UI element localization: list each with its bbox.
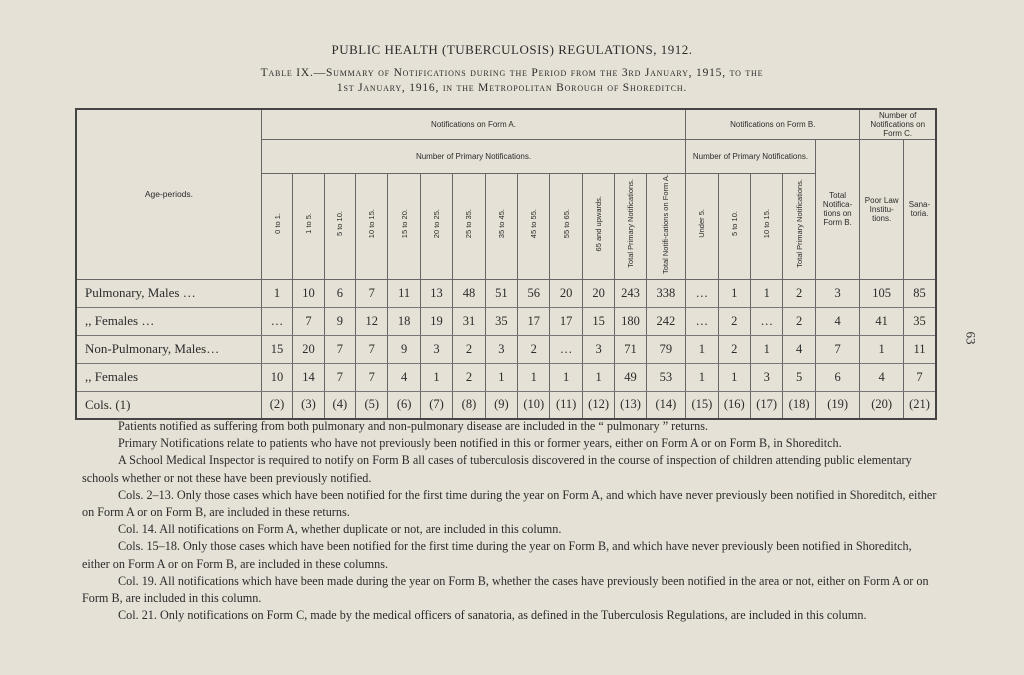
- form-b-col-header-label: 5 to 10.: [729, 211, 739, 237]
- table-cell: 7: [324, 335, 355, 363]
- form-a-col-header-label: 0 to 1.: [272, 213, 282, 234]
- table-cell: 1: [750, 335, 782, 363]
- table-cell: 15: [582, 307, 614, 335]
- form-a-col-header: [293, 173, 324, 279]
- form-a-col-header: [550, 173, 582, 279]
- total-form-b-header: Total Notifica-tions on Form B.: [815, 139, 860, 279]
- row-label: ,, Females …: [76, 307, 261, 335]
- table-cell: 3: [582, 335, 614, 363]
- form-b-col-header: [783, 173, 815, 279]
- table-cell: (13): [615, 391, 646, 419]
- table-cell: 13: [420, 279, 452, 307]
- table-row: [76, 335, 936, 363]
- table-cell: 243: [615, 279, 646, 307]
- table-cell: (19): [815, 391, 860, 419]
- table-cell: 1: [485, 363, 517, 391]
- notes-section: [82, 418, 938, 624]
- note-paragraph: Cols. 2–13. Only those cases which have been notified for the first time during the year on Form A, and which have never previously been notified in Shoreditch, either on Form A or on Form B, are included in these returns.: [82, 487, 937, 520]
- table-cell: 180: [615, 307, 646, 335]
- table-cell: 1: [582, 363, 614, 391]
- form-b-col-header: [750, 173, 782, 279]
- primary-b-header: Number of Primary Notifications.: [686, 139, 816, 173]
- table-cell: 85: [903, 279, 936, 307]
- table-cell: (14): [646, 391, 686, 419]
- table-cell: 7: [356, 279, 388, 307]
- table-cell: (5): [356, 391, 388, 419]
- table-cell: 3: [485, 335, 517, 363]
- form-a-col-header: [356, 173, 388, 279]
- table-cell: 11: [388, 279, 420, 307]
- form-a-col-header-label: 55 to 65.: [561, 208, 571, 239]
- form-a-col-header: [420, 173, 452, 279]
- form-a-col-header-label: Total Notifi-cations on Form A.: [661, 173, 671, 274]
- table-cell: 3: [815, 279, 860, 307]
- table-cell: 17: [518, 307, 550, 335]
- table-cell: 7: [293, 307, 324, 335]
- table-cell: 11: [903, 335, 936, 363]
- table-cell: 9: [324, 307, 355, 335]
- table-cell: 1: [420, 363, 452, 391]
- table-cell: 6: [324, 279, 355, 307]
- form-a-col-header: [518, 173, 550, 279]
- table-cell: 9: [388, 335, 420, 363]
- form-c-header: Number of Notifications on Form C.: [860, 109, 936, 139]
- table-cell: …: [686, 307, 718, 335]
- form-a-col-header-label: 20 to 25.: [432, 208, 442, 239]
- table-cell: 1: [518, 363, 550, 391]
- table-cell: (8): [453, 391, 485, 419]
- table-cell: 14: [293, 363, 324, 391]
- row-label: Cols. (1): [76, 391, 261, 419]
- table-cell: 3: [420, 335, 452, 363]
- table-cell: 1: [261, 279, 292, 307]
- table-cell: 4: [783, 335, 815, 363]
- table-cell: 3: [750, 363, 782, 391]
- form-a-col-header-label: 25 to 35.: [464, 208, 474, 239]
- table-row: [76, 363, 936, 391]
- poor-law-header: Poor Law Institu-tions.: [860, 139, 904, 279]
- note-paragraph: Cols. 15–18. Only those cases which have been notified for the first time during the year on Form B, and which have never previously been notified in Shoreditch, either on Form A or on Form B, are included in these columns.: [82, 539, 912, 571]
- table-cell: 2: [718, 335, 750, 363]
- form-a-col-header-label: 1 to 5.: [303, 213, 313, 234]
- table-cell: 49: [615, 363, 646, 391]
- table-cell: (15): [686, 391, 718, 419]
- form-a-col-header-label: 10 to 15.: [367, 208, 377, 239]
- table-cell: 5: [783, 363, 815, 391]
- form-a-col-header-label: 15 to 20.: [399, 208, 409, 239]
- form-a-col-header: [388, 173, 420, 279]
- table-cell: (2): [261, 391, 292, 419]
- table-cell: (10): [518, 391, 550, 419]
- table-cell: 1: [718, 363, 750, 391]
- table-cell: (3): [293, 391, 324, 419]
- table-cell: (18): [783, 391, 815, 419]
- note-paragraph: Col. 21. Only notifications on Form C, made by the medical officers of sanatoria, as defined in the Tuberculosis Regulations, are included in this column.: [118, 608, 867, 623]
- notifications-table: [75, 108, 937, 420]
- primary-a-header: Number of Primary Notifications.: [261, 139, 685, 173]
- table-cell: …: [261, 307, 292, 335]
- note-paragraph: Col. 14. All notifications on Form A, whether duplicate or not, are included in this column.: [118, 522, 562, 537]
- form-a-col-header-label: 35 to 45.: [496, 208, 506, 239]
- table-cell: 4: [860, 363, 904, 391]
- table-cell: 35: [903, 307, 936, 335]
- row-label: Pulmonary, Males …: [76, 279, 261, 307]
- table-cell: 20: [550, 279, 582, 307]
- table-cell: 17: [550, 307, 582, 335]
- table-cell: 35: [485, 307, 517, 335]
- table-cell: …: [750, 307, 782, 335]
- table-cell: 1: [686, 335, 718, 363]
- table-cell: …: [686, 279, 718, 307]
- table-cell: 18: [388, 307, 420, 335]
- row-label: ,, Females: [76, 363, 261, 391]
- form-b-col-header-label: Under 5.: [697, 209, 707, 238]
- form-a-col-header: [646, 173, 686, 279]
- table-cell: 31: [453, 307, 485, 335]
- form-b-col-header-label: 10 to 15.: [762, 208, 772, 239]
- table-cell: 10: [293, 279, 324, 307]
- note-paragraph: A School Medical Inspector is required to notify on Form B all cases of tuberculosis discovered in the course of inspection of children attending public elementary schools whether or not these have been previously notified.: [82, 453, 912, 485]
- table-cell: (6): [388, 391, 420, 419]
- table-cell: 338: [646, 279, 686, 307]
- table-cell: 2: [783, 307, 815, 335]
- table-cell: 7: [356, 335, 388, 363]
- table-cell: 53: [646, 363, 686, 391]
- table-cell: (9): [485, 391, 517, 419]
- table-cell: 1: [860, 335, 904, 363]
- table-caption: [0, 66, 1024, 96]
- table-cell: (11): [550, 391, 582, 419]
- table-cell: (16): [718, 391, 750, 419]
- table-cell: 1: [750, 279, 782, 307]
- table-cell: 20: [582, 279, 614, 307]
- table-cell: 105: [860, 279, 904, 307]
- table-cell: 56: [518, 279, 550, 307]
- form-b-col-header: [718, 173, 750, 279]
- table-cell: (20): [860, 391, 904, 419]
- form-a-header: Notifications on Form A.: [261, 109, 685, 139]
- table-cell: (4): [324, 391, 355, 419]
- table-caption-line-2: 1st January, 1916, in the Metropolitan Borough of Shoreditch.: [336, 82, 688, 94]
- table-cell: 7: [324, 363, 355, 391]
- table-cell: …: [550, 335, 582, 363]
- table-cell: 2: [453, 363, 485, 391]
- table-cell: (12): [582, 391, 614, 419]
- table-cell: 51: [485, 279, 517, 307]
- table-cell: 1: [550, 363, 582, 391]
- form-a-col-header-label: 65 and upwards.: [594, 195, 604, 252]
- table-cell: 2: [718, 307, 750, 335]
- form-a-col-header: [615, 173, 646, 279]
- table-cell: 1: [686, 363, 718, 391]
- table-cell: 2: [783, 279, 815, 307]
- table-row: [76, 279, 936, 307]
- table-cell: 41: [860, 307, 904, 335]
- form-b-col-header-label: Total Primary Notifications.: [794, 179, 804, 268]
- form-a-col-header-label: Total Primary Notifications.: [625, 179, 635, 268]
- column-number-row: [76, 391, 936, 419]
- note-paragraph: Patients notified as suffering from both pulmonary and non-pulmonary disease are included in the “ pulmonary ” returns.: [118, 419, 709, 433]
- table-cell: 48: [453, 279, 485, 307]
- table-cell: 71: [615, 335, 646, 363]
- row-label: Non-Pulmonary, Males…: [76, 335, 261, 363]
- table-caption-line-1: Table IX.—Summary of Notifications during the Period from the 3rd January, 1915, to the: [260, 67, 764, 79]
- table-cell: 20: [293, 335, 324, 363]
- table-cell: 79: [646, 335, 686, 363]
- form-a-col-header: [453, 173, 485, 279]
- form-a-col-header: [485, 173, 517, 279]
- form-a-col-header-label: 5 to 10.: [335, 211, 345, 237]
- table-cell: 12: [356, 307, 388, 335]
- form-a-col-header-label: 45 to 55.: [529, 208, 539, 239]
- table-cell: (17): [750, 391, 782, 419]
- table-cell: 2: [518, 335, 550, 363]
- table-cell: 4: [815, 307, 860, 335]
- table-row: [76, 307, 936, 335]
- table-cell: 2: [453, 335, 485, 363]
- form-a-col-header: [582, 173, 614, 279]
- table-cell: 1: [718, 279, 750, 307]
- table-cell: 7: [815, 335, 860, 363]
- page-title: PUBLIC HEALTH (TUBERCULOSIS) REGULATIONS, 1912.: [331, 42, 693, 57]
- form-a-col-header: [324, 173, 355, 279]
- table-cell: (7): [420, 391, 452, 419]
- table-cell: 19: [420, 307, 452, 335]
- form-b-header: Notifications on Form B.: [686, 109, 860, 139]
- age-periods-header: Age-periods.: [76, 109, 261, 279]
- table-cell: 10: [261, 363, 292, 391]
- note-paragraph: Primary Notifications relate to patients who have not previously been notified in this or former years, either on Form A or on Form B, in Shoreditch.: [118, 436, 842, 451]
- table-cell: 4: [388, 363, 420, 391]
- table-cell: 15: [261, 335, 292, 363]
- page-number: 63: [963, 331, 979, 345]
- table-cell: 7: [903, 363, 936, 391]
- form-a-col-header: [261, 173, 292, 279]
- form-b-col-header: [686, 173, 718, 279]
- note-paragraph: Col. 19. All notifications which have been made during the year on Form B, whether the cases have previously been notified in the area or not, either on Form A or on Form B, are included in this column.: [82, 573, 929, 606]
- table-cell: 7: [356, 363, 388, 391]
- table-cell: 242: [646, 307, 686, 335]
- table-cell: 6: [815, 363, 860, 391]
- table-cell: (21): [903, 391, 936, 419]
- sanatoria-header: Sana-toria.: [903, 139, 936, 279]
